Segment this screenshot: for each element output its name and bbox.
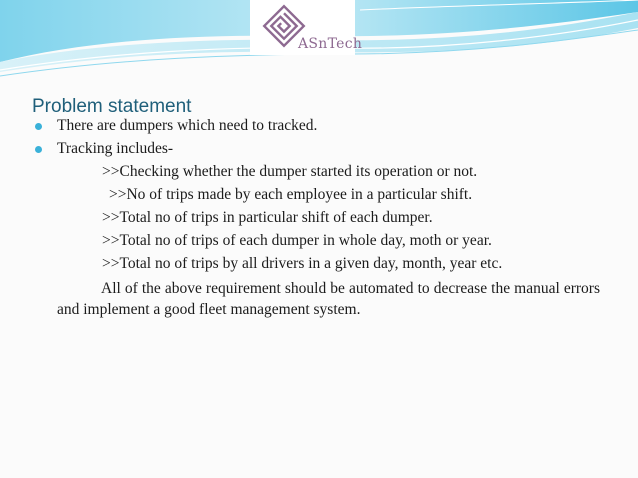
sub-line: >>Checking whether the dumper started its operation or not. <box>102 163 478 180</box>
bullet-text: Tracking includes- <box>57 140 174 157</box>
sub-line: >>Total no of trips by all drivers in a given day, month, year etc. <box>102 255 503 272</box>
sub-line: >>Total no of trips of each dumper in whole day, moth or year. <box>102 232 492 249</box>
summary-paragraph: All of the above requirement should be automated to decrease the manual errors and implement a good fleet management system. <box>57 280 600 318</box>
logo-text: ASnTech <box>298 36 363 52</box>
bullet-dot-icon <box>35 123 42 130</box>
sub-line: >>No of trips made by each employee in a particular shift. <box>109 186 473 203</box>
slide-title: Problem statement <box>32 96 192 117</box>
bullet-dot-icon <box>35 146 42 153</box>
sub-line: >>Total no of trips in particular shift of each dumper. <box>102 209 433 226</box>
bullet-text: There are dumpers which need to tracked. <box>57 117 318 134</box>
